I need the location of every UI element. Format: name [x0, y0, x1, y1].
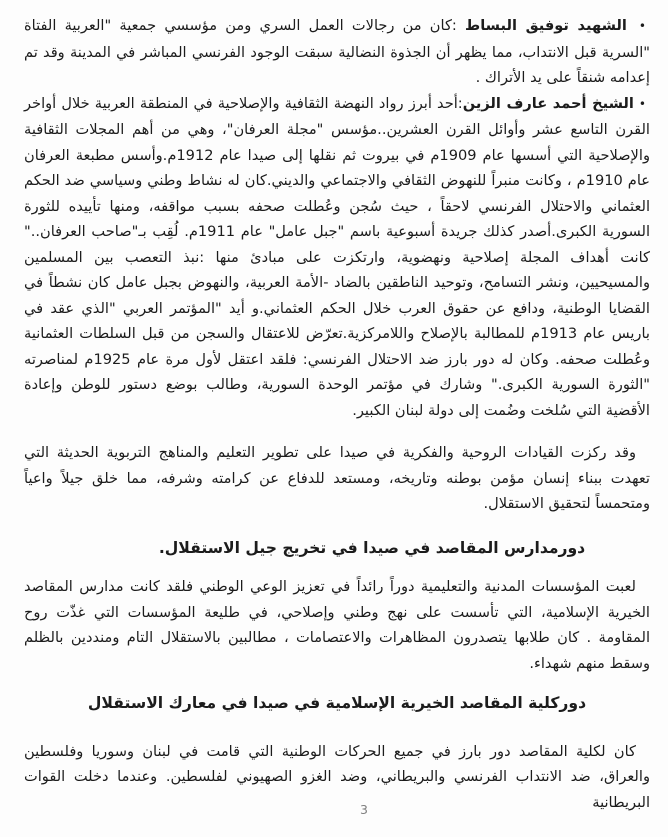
bullet-item-ahmad-aref-zein	[24, 91, 650, 424]
bullet-icon: •	[638, 96, 646, 111]
paragraph-civil-institutions: لعبت المؤسسات المدنية والتعليمية دوراً رائداً في تعزيز الوعي الوطني فلقد كانت مدارس المقاصد الخيرية الإسلامية، التي تأسست على نهج وطني وإصلاحي، في طليعة المؤسسات التي غذّت روح المقاومة . كان طلابها يتصدرون المظاهرات والاعتصامات ، مطالبين بالاستقلال التام ومنددين بالظلم وسقط منهم شهداء.	[24, 578, 650, 672]
paragraph-college-role: كان لكلية المقاصد دور بارز في جميع الحركات الوطنية التي قامت في لبنان وسوريا وفلسطين والعراق، ضد الانتداب الفرنسي والبريطاني، وضد الغزو الصهيوني لفلسطين. وعندما دخلت القوات البريطانية	[24, 742, 650, 811]
bullet-icon: •	[638, 19, 646, 33]
section-heading-maqasid-college: دوركلية المقاصد الخيرية الإسلامية في صيدا في معارك الاستقلال	[87, 694, 587, 712]
bullet-item-tawfiq-bassat	[24, 13, 650, 91]
bullet-title: الشيخ أحمد عارف الزين	[462, 94, 634, 112]
section-heading-maqasid-schools: دورمدارس المقاصد في صيدا في تخريج جيل الاستقلال.	[158, 538, 586, 557]
paragraph-leaders-education: وقد ركزت القيادات الروحية والفكرية في صيدا على تطوير التعليم والمناهج التربوية الحديثة التي تعهدت ببناء إنسان مؤمن بوطنه وتاريخه، ومستعد للدفاع عن كرامته وشرفه، مما خلق جيلاً واعياً ومتحمساً لتحقيق الاستقلال.	[24, 444, 650, 512]
bullet-title: الشهيد توفيق البساط	[465, 17, 627, 34]
bullet-text: :كان من رجالات العمل السري ومن مؤسسي جمعية "العربية الفتاة "السرية قبل الانتداب، مما يظهر أن الجذوة النضالية سبقت الوجود الفرنسي المباشر في المدينة وقد تم إعدامه شنقاً على يد الأتراك .	[24, 17, 650, 86]
page-number: 3	[360, 802, 368, 817]
bullet-text: :أحد أبرز رواد النهضة الثقافية والإصلاحية في المنطقة العربية خلال أواخر القرن التاسع عشر وأوائل القرن العشرين..مؤسس "مجلة العرفان"، وهي من أهم المجلات الثقافية والإصلاحية التي أسسها عام 1909م في بيروت ثم نقلها إلى صيدا عام 1912م.وأسس مطبعة العرفان عام 1910م ، وكانت منبراً للنهوض الثقافي والاجتماعي والديني.كان له نشاط وطني وسياسي ضد الحكم العثماني والاحتلال الفرنسي لاحقاً ، حيث سُجن وعُطلت صحفه بسبب مواقفه، ومنها تأييده للثورة السورية الكبرى.أصدر كذلك جريدة أسبوعية باسم "جبل عامل" عام 1911م. لُقِب بـ"صاحب العرفان.." كانت أهداف المجلة إصلاحية ونهضوية، وارتكزت على مبادئ منها :نبذ التعصب بين المسلمين والمسيحيين، ونشر التسامح، وتوحيد الناطقين بالضاد -الأمة العربية، والنهوض بجبل عامل كان نشطاً في القضايا الوطنية، ودافع عن حقوق العرب خلال الحكم العثماني.و أيد "المؤتمر العربي "الذي عقد في باريس عام 1913م للمطالبة بالإصلاح واللامركزية.تعرّض للاعتقال والسجن من قبل السلطات العثمانية وعُطلت صحفه. وكان له دور بارز ضد الاحتلال الفرنسي: فلقد اعتقل لأول مرة عام 1925م لمناصرته "الثورة السورية الكبرى." وشارك في مؤتمر الوحدة السورية، وطالب بوضع دستور للوطن وإعادة الأقضية التي سُلخت وضُمت إلى دولة لبنان الكبير.	[24, 94, 650, 419]
